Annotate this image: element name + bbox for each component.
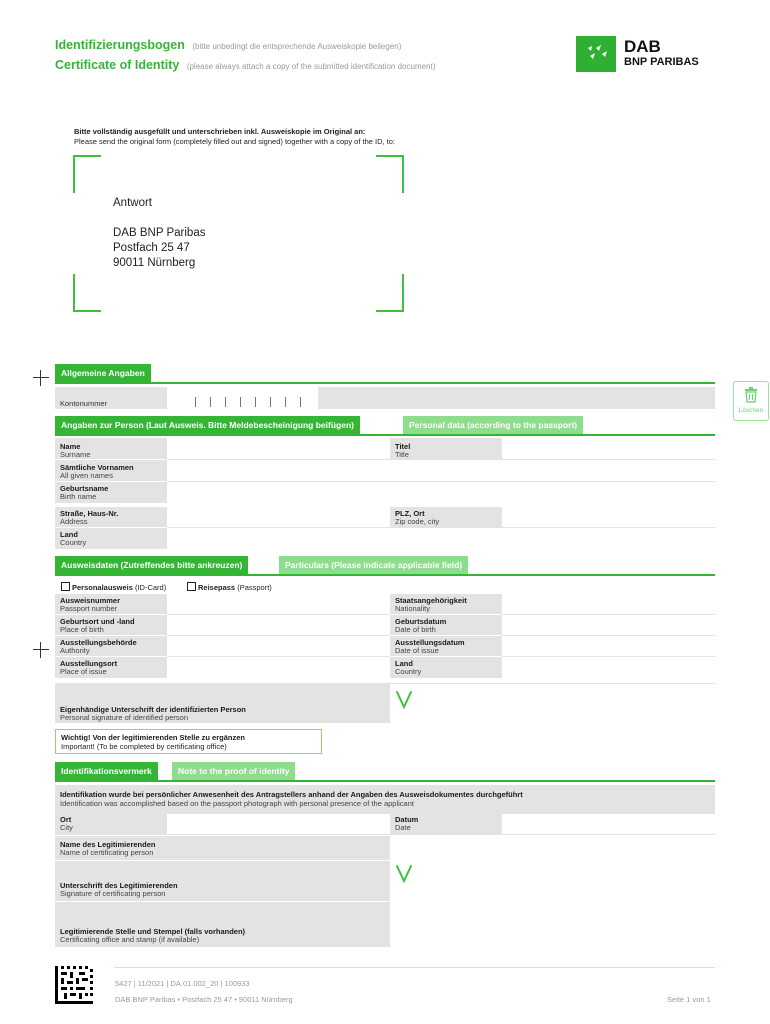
cert-signature-field[interactable]: [390, 861, 715, 901]
nationality-label-en: Nationality: [395, 604, 431, 613]
cert-signature-label: Unterschrift des Legitimierenden: [60, 881, 178, 890]
country-input[interactable]: [167, 528, 715, 549]
cert-office-label: Legitimierende Stelle und Stempel (falls vorhanden): [60, 927, 246, 936]
given-names-label-en: All given names: [60, 471, 113, 480]
fold-mark-cross-icon: [33, 370, 49, 386]
street-label-en: Address: [60, 517, 88, 526]
section-id-heading-en: Particulars (Please indicate applicable field): [279, 556, 468, 575]
important-de: Wichtig! Von der legitimierenden Stelle zu ergänzen: [61, 733, 245, 742]
id-number-label-en: Passport number: [60, 604, 118, 613]
issue-country-label: Land: [395, 659, 413, 668]
footer-page: Seite 1 von 1: [667, 995, 711, 1004]
zip-city-label: PLZ, Ort: [395, 509, 425, 518]
title-label-en: Title: [395, 450, 409, 459]
dab-logo-icon: [576, 36, 616, 72]
account-row: [55, 387, 715, 409]
authority-input[interactable]: [167, 636, 390, 656]
issue-date-input[interactable]: [502, 636, 715, 656]
id-card-label: Personalausweis: [72, 583, 133, 592]
passport-option: [198, 583, 272, 592]
proof-date-label: Datum: [395, 815, 419, 824]
issue-place-label: Ausstellungsort: [60, 659, 118, 668]
address-line4: 90011 Nürnberg: [113, 257, 196, 269]
cert-signature-label-en: Signature of certificating person: [60, 889, 166, 898]
section-divider: [55, 382, 715, 384]
title-de-note: (bitte unbedingt die entsprechende Ausweiskopie beilegen): [192, 42, 402, 51]
title-label: Titel: [395, 442, 411, 451]
issue-country-label-en: Country: [395, 667, 422, 676]
country-label: Land: [60, 530, 78, 539]
cert-signature-check-icon: [395, 864, 413, 884]
signature-label-en: Personal signature of identified person: [60, 713, 188, 722]
cert-name-label-en: Name of certificating person: [60, 848, 154, 857]
address-line1: Antwort: [113, 197, 152, 209]
cert-office-field[interactable]: [390, 902, 715, 947]
passport-label: Reisepass: [198, 583, 236, 592]
important-en: Important! (To be completed by certificating office): [61, 742, 227, 751]
logo-line2: BNP PARIBAS: [624, 56, 699, 68]
signature-field[interactable]: [390, 683, 715, 723]
issue-date-label: Ausstellungsdatum: [395, 638, 465, 647]
id-card-option: [72, 583, 166, 592]
zip-city-input[interactable]: [502, 507, 715, 527]
street-label: Straße, Haus-Nr.: [60, 509, 119, 518]
delete-label: Löschen: [738, 407, 764, 414]
street-input[interactable]: [167, 507, 390, 527]
given-names-input[interactable]: [167, 460, 715, 481]
address-line2: DAB BNP Paribas: [113, 227, 206, 239]
birth-name-input[interactable]: [167, 482, 715, 503]
proof-statement-en: Identification was accomplished based on the passport photograph with personal presence of the applicant: [60, 799, 414, 808]
authority-label-en: Authority: [60, 646, 90, 655]
proof-statement-de: Identifikation wurde bei persönlicher Anwesenheit des Antragstellers anhand der Angaben des Ausweisdokumentes durchgeführt: [60, 790, 523, 799]
given-names-label: Sämtliche Vornamen: [60, 463, 134, 472]
address-corner-br: [376, 274, 404, 312]
address-corner-bl: [73, 274, 101, 312]
issue-place-label-en: Place of issue: [60, 667, 107, 676]
section-proof-heading-en: Note to the proof of identity: [172, 762, 295, 781]
title-en-note: (please always attach a copy of the submitted identification document): [186, 62, 436, 71]
id-card-label-en: (ID-Card): [134, 583, 167, 592]
birthplace-label: Geburtsort und -land: [60, 617, 135, 626]
surname-label: Name: [60, 442, 81, 451]
birthplace-input[interactable]: [167, 615, 390, 635]
nationality-input[interactable]: [502, 594, 715, 614]
section-general-heading: Allgemeine Angaben: [55, 364, 151, 383]
id-number-label: Ausweisnummer: [60, 596, 121, 605]
instruction-en: Please send the original form (completely filled out and signed) together with a copy of the ID, to:: [74, 137, 396, 146]
proof-city-input[interactable]: [167, 814, 390, 834]
logo-line1: DAB: [624, 37, 661, 56]
account-label: Kontonummer: [60, 399, 108, 408]
birthdate-label-en: Date of birth: [395, 625, 436, 634]
address-corner-tr: [376, 155, 404, 193]
zip-city-label-en: Zip code, city: [395, 517, 440, 526]
birthdate-label: Geburtsdatum: [395, 617, 447, 626]
proof-date-label-en: Date: [395, 823, 411, 832]
birth-name-label-en: Birth name: [60, 492, 97, 501]
id-number-input[interactable]: [167, 594, 390, 614]
section-divider: [55, 574, 715, 576]
cert-name-label: Name des Legitimierenden: [60, 840, 156, 849]
proof-date-input[interactable]: [502, 814, 715, 834]
surname-input[interactable]: [167, 438, 390, 459]
country-label-en: Country: [60, 538, 87, 547]
signature-check-icon: [395, 690, 413, 710]
authority-label: Ausstellungsbehörde: [60, 638, 137, 647]
form-title-de: [55, 38, 401, 52]
birthplace-label-en: Place of birth: [60, 625, 104, 634]
fold-mark-cross-icon: [33, 642, 49, 658]
instruction-de: Bitte vollständig ausgefüllt und unterschrieben inkl. Ausweiskopie im Original an:: [74, 127, 366, 136]
section-person-heading: Angaben zur Person (Laut Ausweis. Bitte Meldebescheinigung beifügen): [55, 416, 360, 435]
footer-address: DAB BNP Paribas • Postfach 25 47 • 90011 Nürnberg: [115, 995, 293, 1004]
cert-office-label-en: Certificating office and stamp (if available): [60, 935, 200, 944]
passport-label-en: (Passport): [237, 583, 272, 592]
title-en: Certificate of Identity: [55, 58, 180, 72]
issue-place-input[interactable]: [167, 657, 390, 678]
section-id-heading: Ausweisdaten (Zutreffendes bitte ankreuzen): [55, 556, 248, 575]
datamatrix-barcode-icon: [55, 966, 93, 1004]
title-de: Identifizierungsbogen: [55, 38, 185, 52]
title-input[interactable]: [502, 438, 715, 459]
address-line3: Postfach 25 47: [113, 242, 190, 254]
trash-icon: [744, 387, 758, 403]
section-divider: [55, 434, 715, 436]
cert-name-input[interactable]: [390, 836, 715, 860]
proof-city-label: Ort: [60, 815, 72, 824]
footer-divider: [115, 967, 715, 968]
section-proof-heading: Identifikationsvermerk: [55, 762, 158, 781]
proof-city-label-en: City: [60, 823, 73, 832]
issue-country-input[interactable]: [502, 657, 715, 678]
footer-code: 5427 | 11/2021 | DA.01.002_20 | 100933: [115, 979, 250, 988]
id-card-checkbox[interactable]: [61, 582, 70, 591]
issue-date-label-en: Date of issue: [395, 646, 439, 655]
account-number-input[interactable]: [167, 387, 318, 409]
form-title-en: [55, 58, 435, 72]
delete-button[interactable]: [733, 381, 769, 421]
address-corner-tl: [73, 155, 101, 193]
passport-checkbox[interactable]: [187, 582, 196, 591]
section-divider: [55, 780, 715, 782]
signature-label: Eigenhändige Unterschrift der identifizierten Person: [60, 705, 246, 714]
surname-label-en: Surname: [60, 450, 91, 459]
birth-name-label: Geburtsname: [60, 484, 109, 493]
nationality-label: Staatsangehörigkeit: [395, 596, 467, 605]
birthdate-input[interactable]: [502, 615, 715, 635]
section-person-heading-en: Personal data (according to the passport): [403, 416, 583, 435]
